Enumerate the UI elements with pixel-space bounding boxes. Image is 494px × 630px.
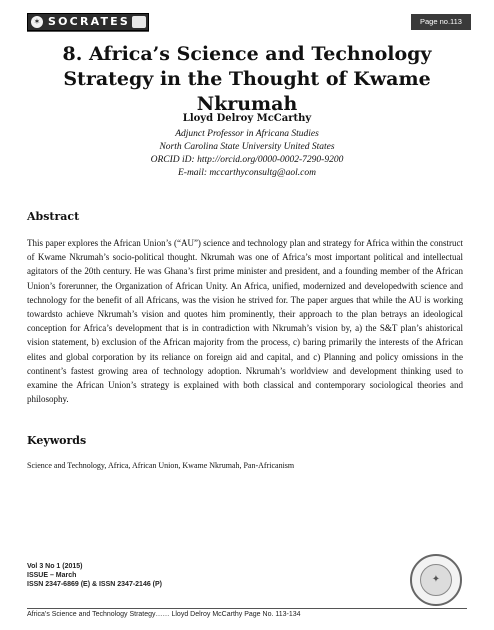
issue-info [27,562,327,590]
issue-line: ISSUE – March [27,572,77,580]
article-title: 8. Africa’s Science and Technology Strategy in the Thought of Kwame Nkrumah [62,43,432,115]
author-block [27,112,467,180]
owl-icon: ✶ [31,16,43,28]
footer-rule [27,608,467,609]
seal-star-icon: ✦ [431,574,441,585]
author-name: Lloyd Delroy McCarthy [182,113,312,124]
journal-logo-text: SOCRATES [48,15,131,28]
header-rule [27,31,149,32]
journal-header [27,13,471,41]
journal-seal-icon [410,554,462,606]
flag-icon [132,16,146,28]
keywords-text: Science and Technology, Africa, African Union, Kwame Nkrumah, Pan-Africanism [27,461,295,470]
keywords-heading: Keywords [27,434,87,447]
author-orcid: ORCID iD: http://orcid.org/0000-0002-7290-9200 [150,155,344,165]
author-position: Adjunct Professor in Africana Studies [175,129,319,139]
author-institution: North Carolina State University United States [159,142,335,152]
author-email: E-mail: mccarthyconsultg@aol.com [177,168,316,178]
abstract-text: This paper explores the African Union’s (“AU”) science and technology plan and strategy for Africa within the construct of Kwame Nkrumah’s socio-political thought. Nkrumah was one of Africa’s most important political and intellectual agitators of the 20th century. He was Ghana’s first prime minister and president, and a founding member of the African Union’s forerunner, the Organization of African Unity. An Africa, unified, modernized and developedwith science and technology for the benefit of all Africans, was the vision he strived for. The paper argues that while the AU is working towardsto achieve Nkrumah’s vision and quotes him prominently, their approach to the plan betrays an ideological conception for Africa’s development that is in contradiction with Nkrumah’s vision by, a) the S&T plan’s ahistorical vision statement, b) exclusion of the African majority from the process, c) baring primarily the interests of the African elites and global corporation by its reliance on foreign aid and capital, and c) Planning and policy omissions in the continent’s fastest growing area of technology adoption. Nkrumah’s worldview and development thinking used to examine the African Union’s strategy is explained with both classical and contemporary sociological theories and philosophy. [27,238,463,405]
page-number-badge: Page no.113 [411,14,471,30]
volume-line: Vol 3 No 1 (2015) [27,563,83,570]
running-footer: Africa’s Science and Technology Strategy…… Lloyd Delroy McCarthy Page No. 113-134 [27,611,301,618]
journal-logo [27,13,149,31]
issn-line: ISSN 2347-6869 (E) & ISSN 2347-2146 (P) [27,581,163,589]
abstract-heading: Abstract [27,210,80,223]
seal-center [420,564,452,596]
